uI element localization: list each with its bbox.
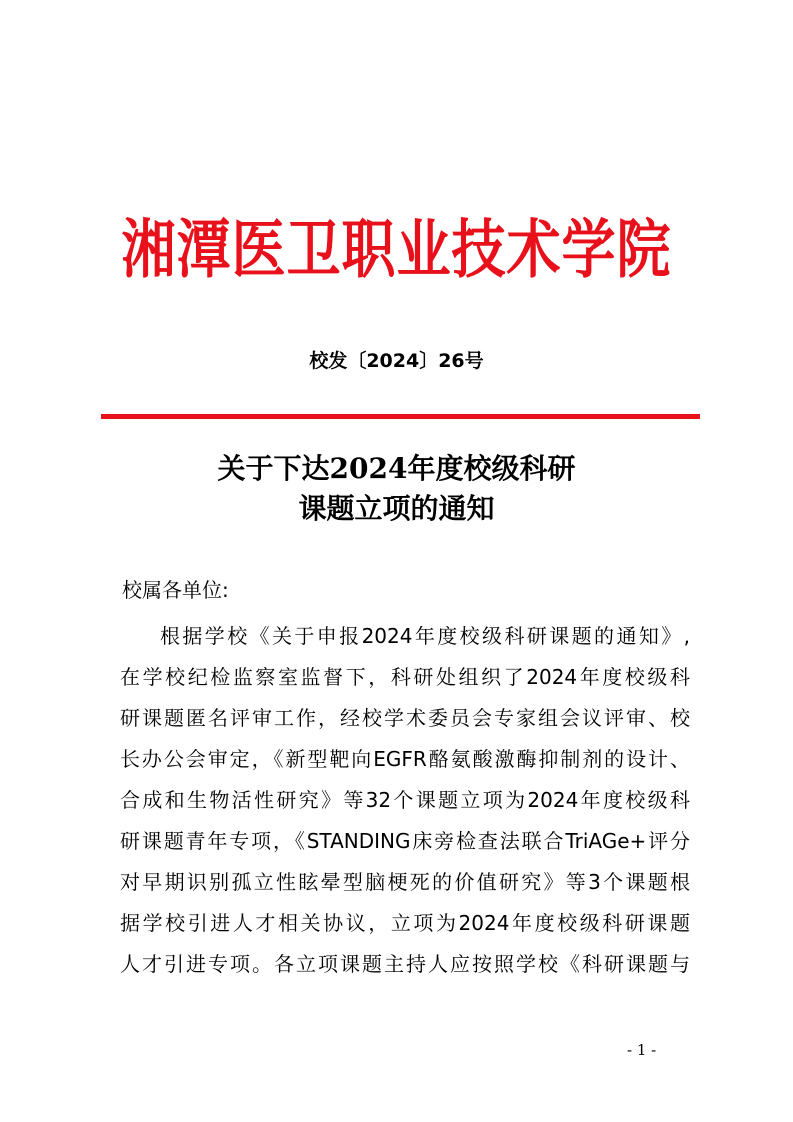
body-paragraph <box>120 616 690 985</box>
organization-header: 湘潭医卫职业技术学院 <box>121 211 672 288</box>
page-number: - 1 - <box>627 1041 657 1059</box>
body-line: 根据学校《关于申报2024年度校级科研课题的通知》, <box>160 624 690 648</box>
salutation: 校属各单位: <box>122 578 229 602</box>
body-line: 对早期识别孤立性眩晕型脑梗死的价值研究》等3个课题根 <box>120 870 690 894</box>
body-line: 人才引进专项。各立项课题主持人应按照学校《科研课题与 <box>120 952 690 976</box>
body-line: 长办公会审定，《新型靶向EGFR酪氨酸激酶抑制剂的设计、 <box>120 747 690 771</box>
body-line: 研课题青年专项，《STANDING床旁检查法联合TriAGe+评分 <box>120 829 690 853</box>
document-number: 校发〔2024〕26号 <box>309 350 484 372</box>
body-line: 研课题匿名评审工作，经校学术委员会专家组会议评审、校 <box>120 706 690 730</box>
document-title-line-1: 关于下达2024年度校级科研 <box>217 452 576 485</box>
body-line: 据学校引进人才相关协议，立项为2024年度校级科研课题 <box>120 911 690 935</box>
body-line: 在学校纪检监察室监督下，科研处组织了2024年度校级科 <box>120 665 690 689</box>
body-line: 合成和生物活性研究》等32个课题立项为2024年度校级科 <box>120 788 690 812</box>
document-title <box>0 449 793 529</box>
document-title-line-2: 课题立项的通知 <box>298 492 495 525</box>
red-divider-line <box>101 414 700 419</box>
